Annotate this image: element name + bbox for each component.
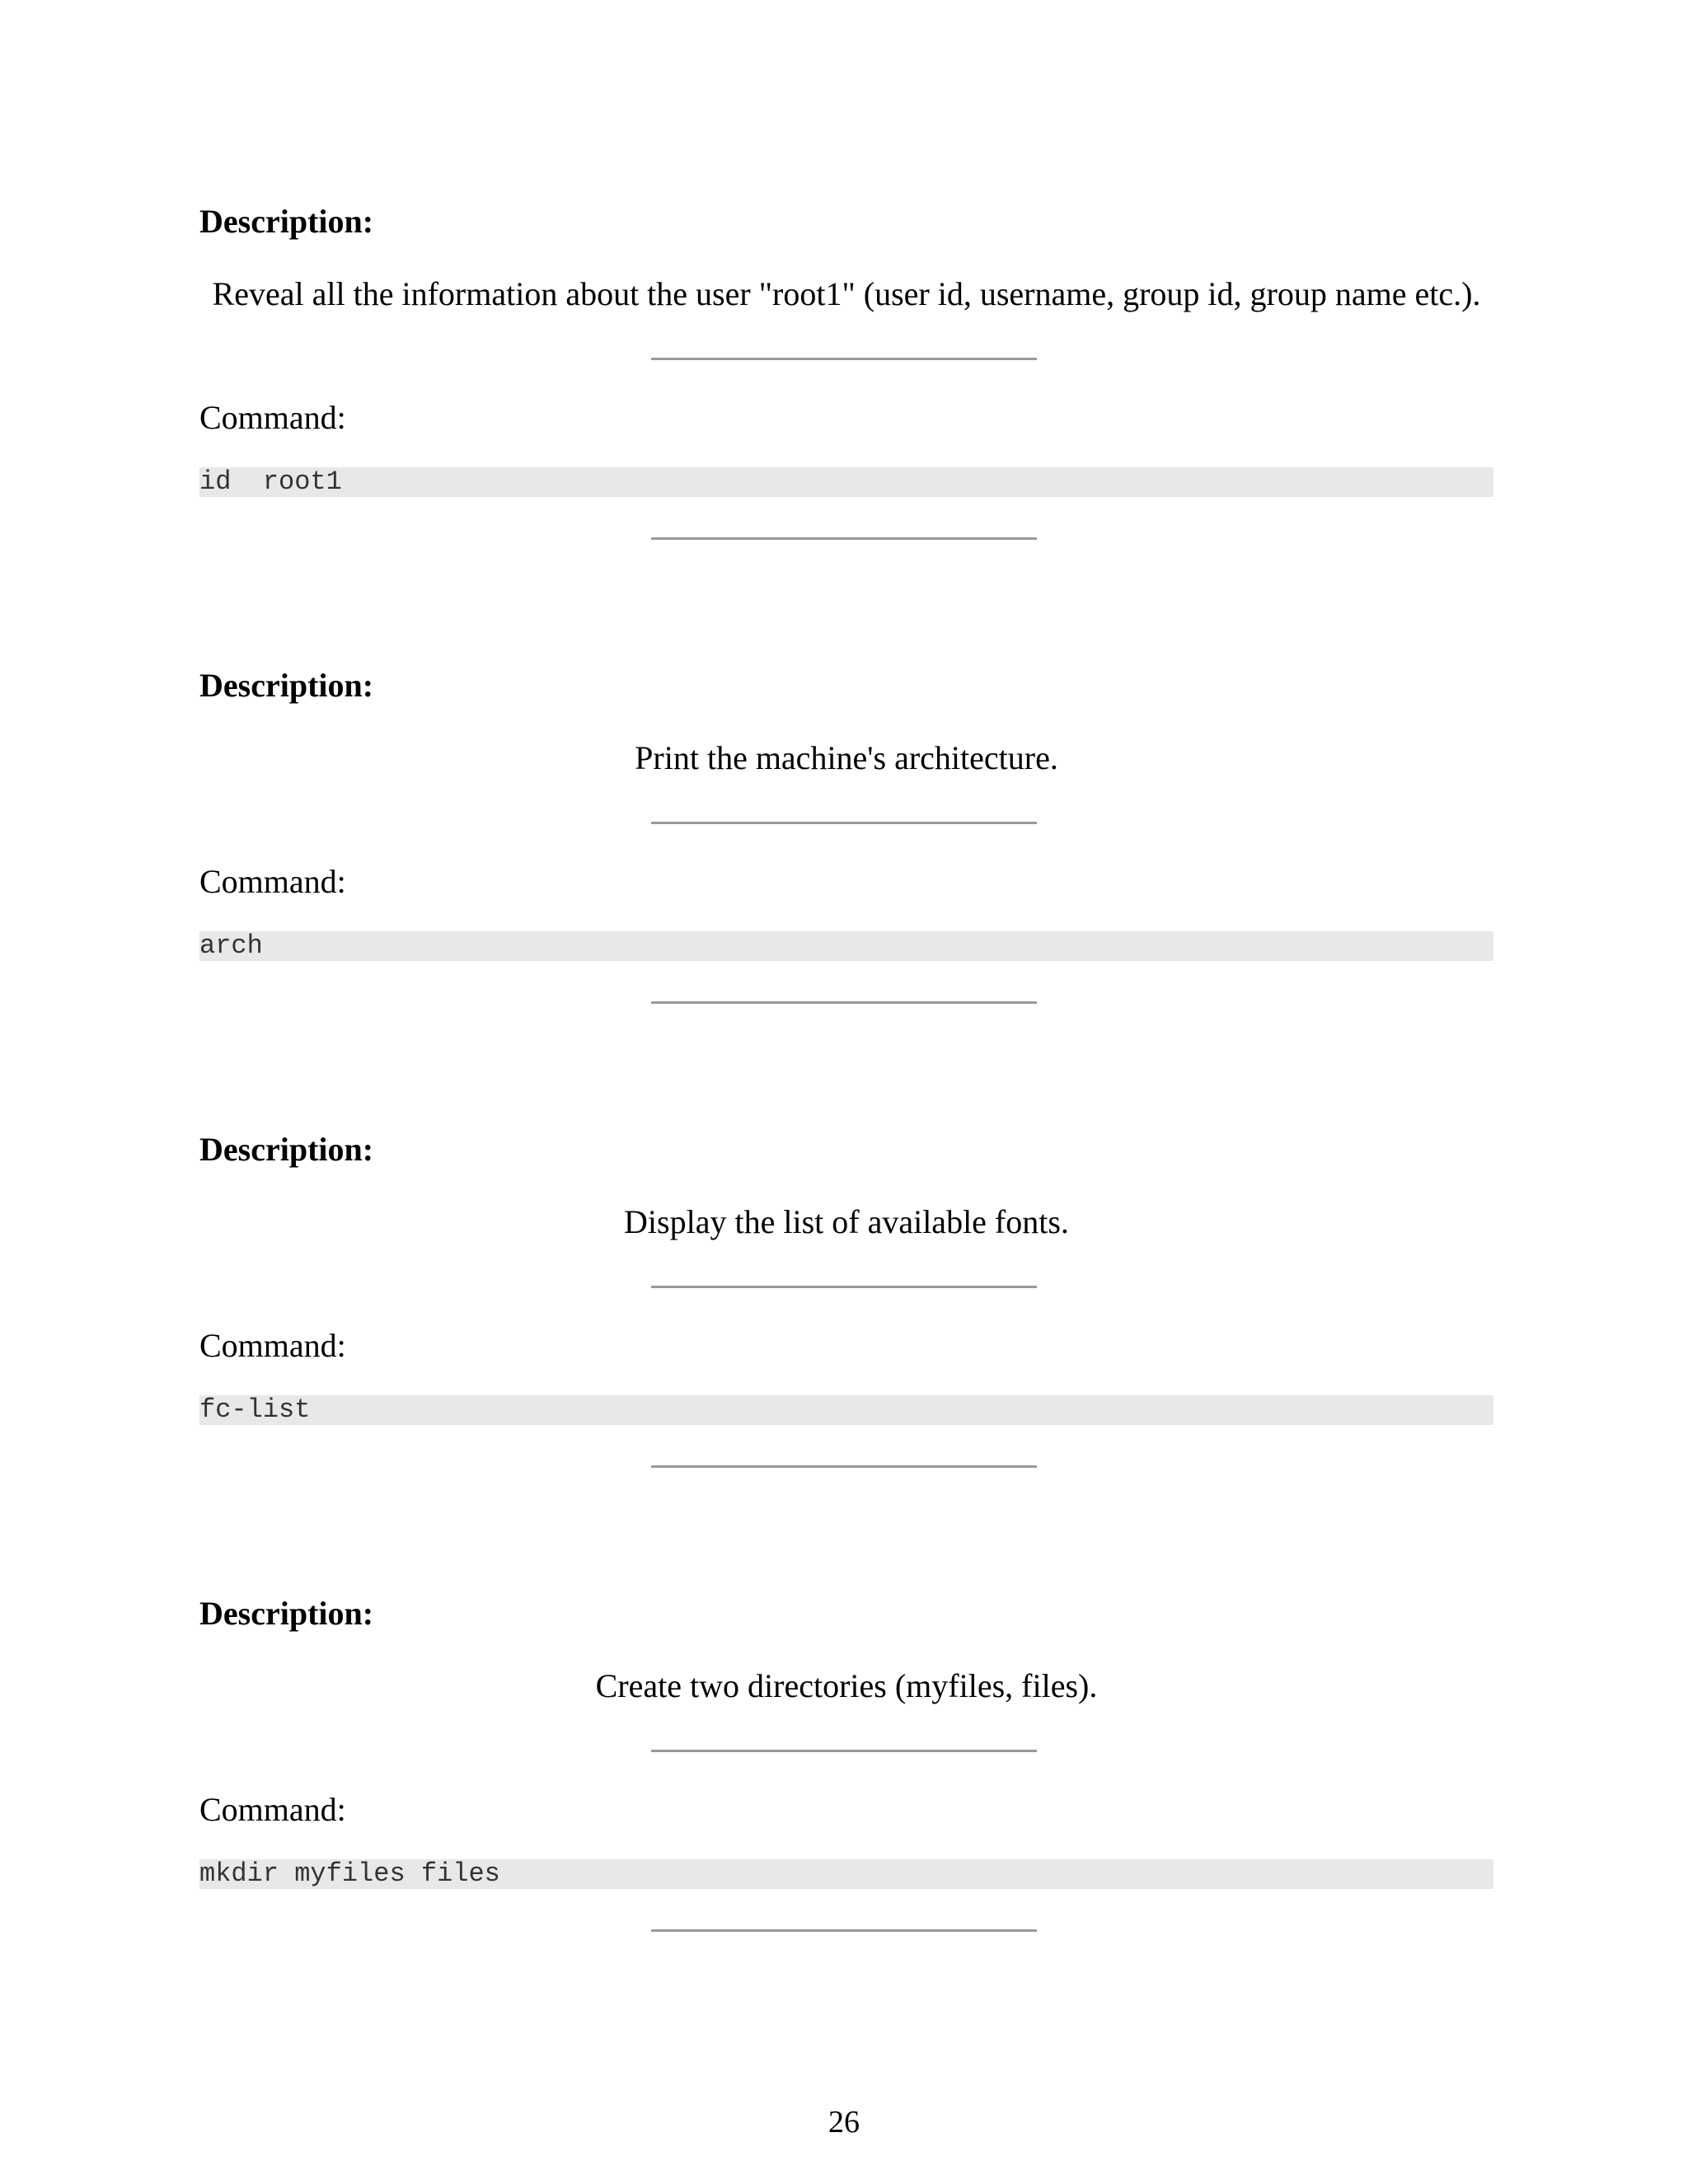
- command-text: mkdir myfiles files: [199, 1858, 500, 1889]
- divider-rule: [651, 1465, 1037, 1468]
- description-text: Print the machine's architecture.: [635, 739, 1058, 776]
- description-heading: Description:: [199, 1595, 374, 1632]
- command-code-block: [199, 467, 1493, 497]
- description-text: Display the list of available fonts.: [624, 1203, 1069, 1240]
- description-text: Create two directories (myfiles, files).: [595, 1667, 1098, 1704]
- entry-section: [199, 1130, 1493, 1476]
- entry-section: [199, 202, 1493, 548]
- command-label: Command:: [199, 863, 346, 900]
- command-code-block: [199, 1859, 1493, 1889]
- command-label: Command:: [199, 399, 346, 436]
- command-text: id root1: [199, 466, 342, 497]
- command-text: fc-list: [199, 1394, 311, 1425]
- entry-section: [199, 1594, 1493, 1940]
- description-heading: Description:: [199, 667, 374, 704]
- divider-rule: [651, 1750, 1037, 1752]
- command-code-block: [199, 931, 1493, 961]
- command-label: Command:: [199, 1791, 346, 1828]
- divider-rule: [651, 537, 1037, 540]
- divider-rule: [651, 1286, 1037, 1288]
- description-heading: Description:: [199, 203, 374, 240]
- page-number: 26: [828, 2105, 860, 2139]
- divider-rule: [651, 822, 1037, 824]
- description-text: Reveal all the information about the user "root1" (user id, username, group id, group name etc.).: [212, 275, 1481, 312]
- command-label: Command:: [199, 1327, 346, 1364]
- command-code-block: [199, 1395, 1493, 1425]
- divider-rule: [651, 358, 1037, 360]
- entry-section: [199, 666, 1493, 1012]
- command-text: arch: [199, 930, 263, 961]
- divider-rule: [651, 1929, 1037, 1932]
- divider-rule: [651, 1001, 1037, 1004]
- description-heading: Description:: [199, 1131, 374, 1168]
